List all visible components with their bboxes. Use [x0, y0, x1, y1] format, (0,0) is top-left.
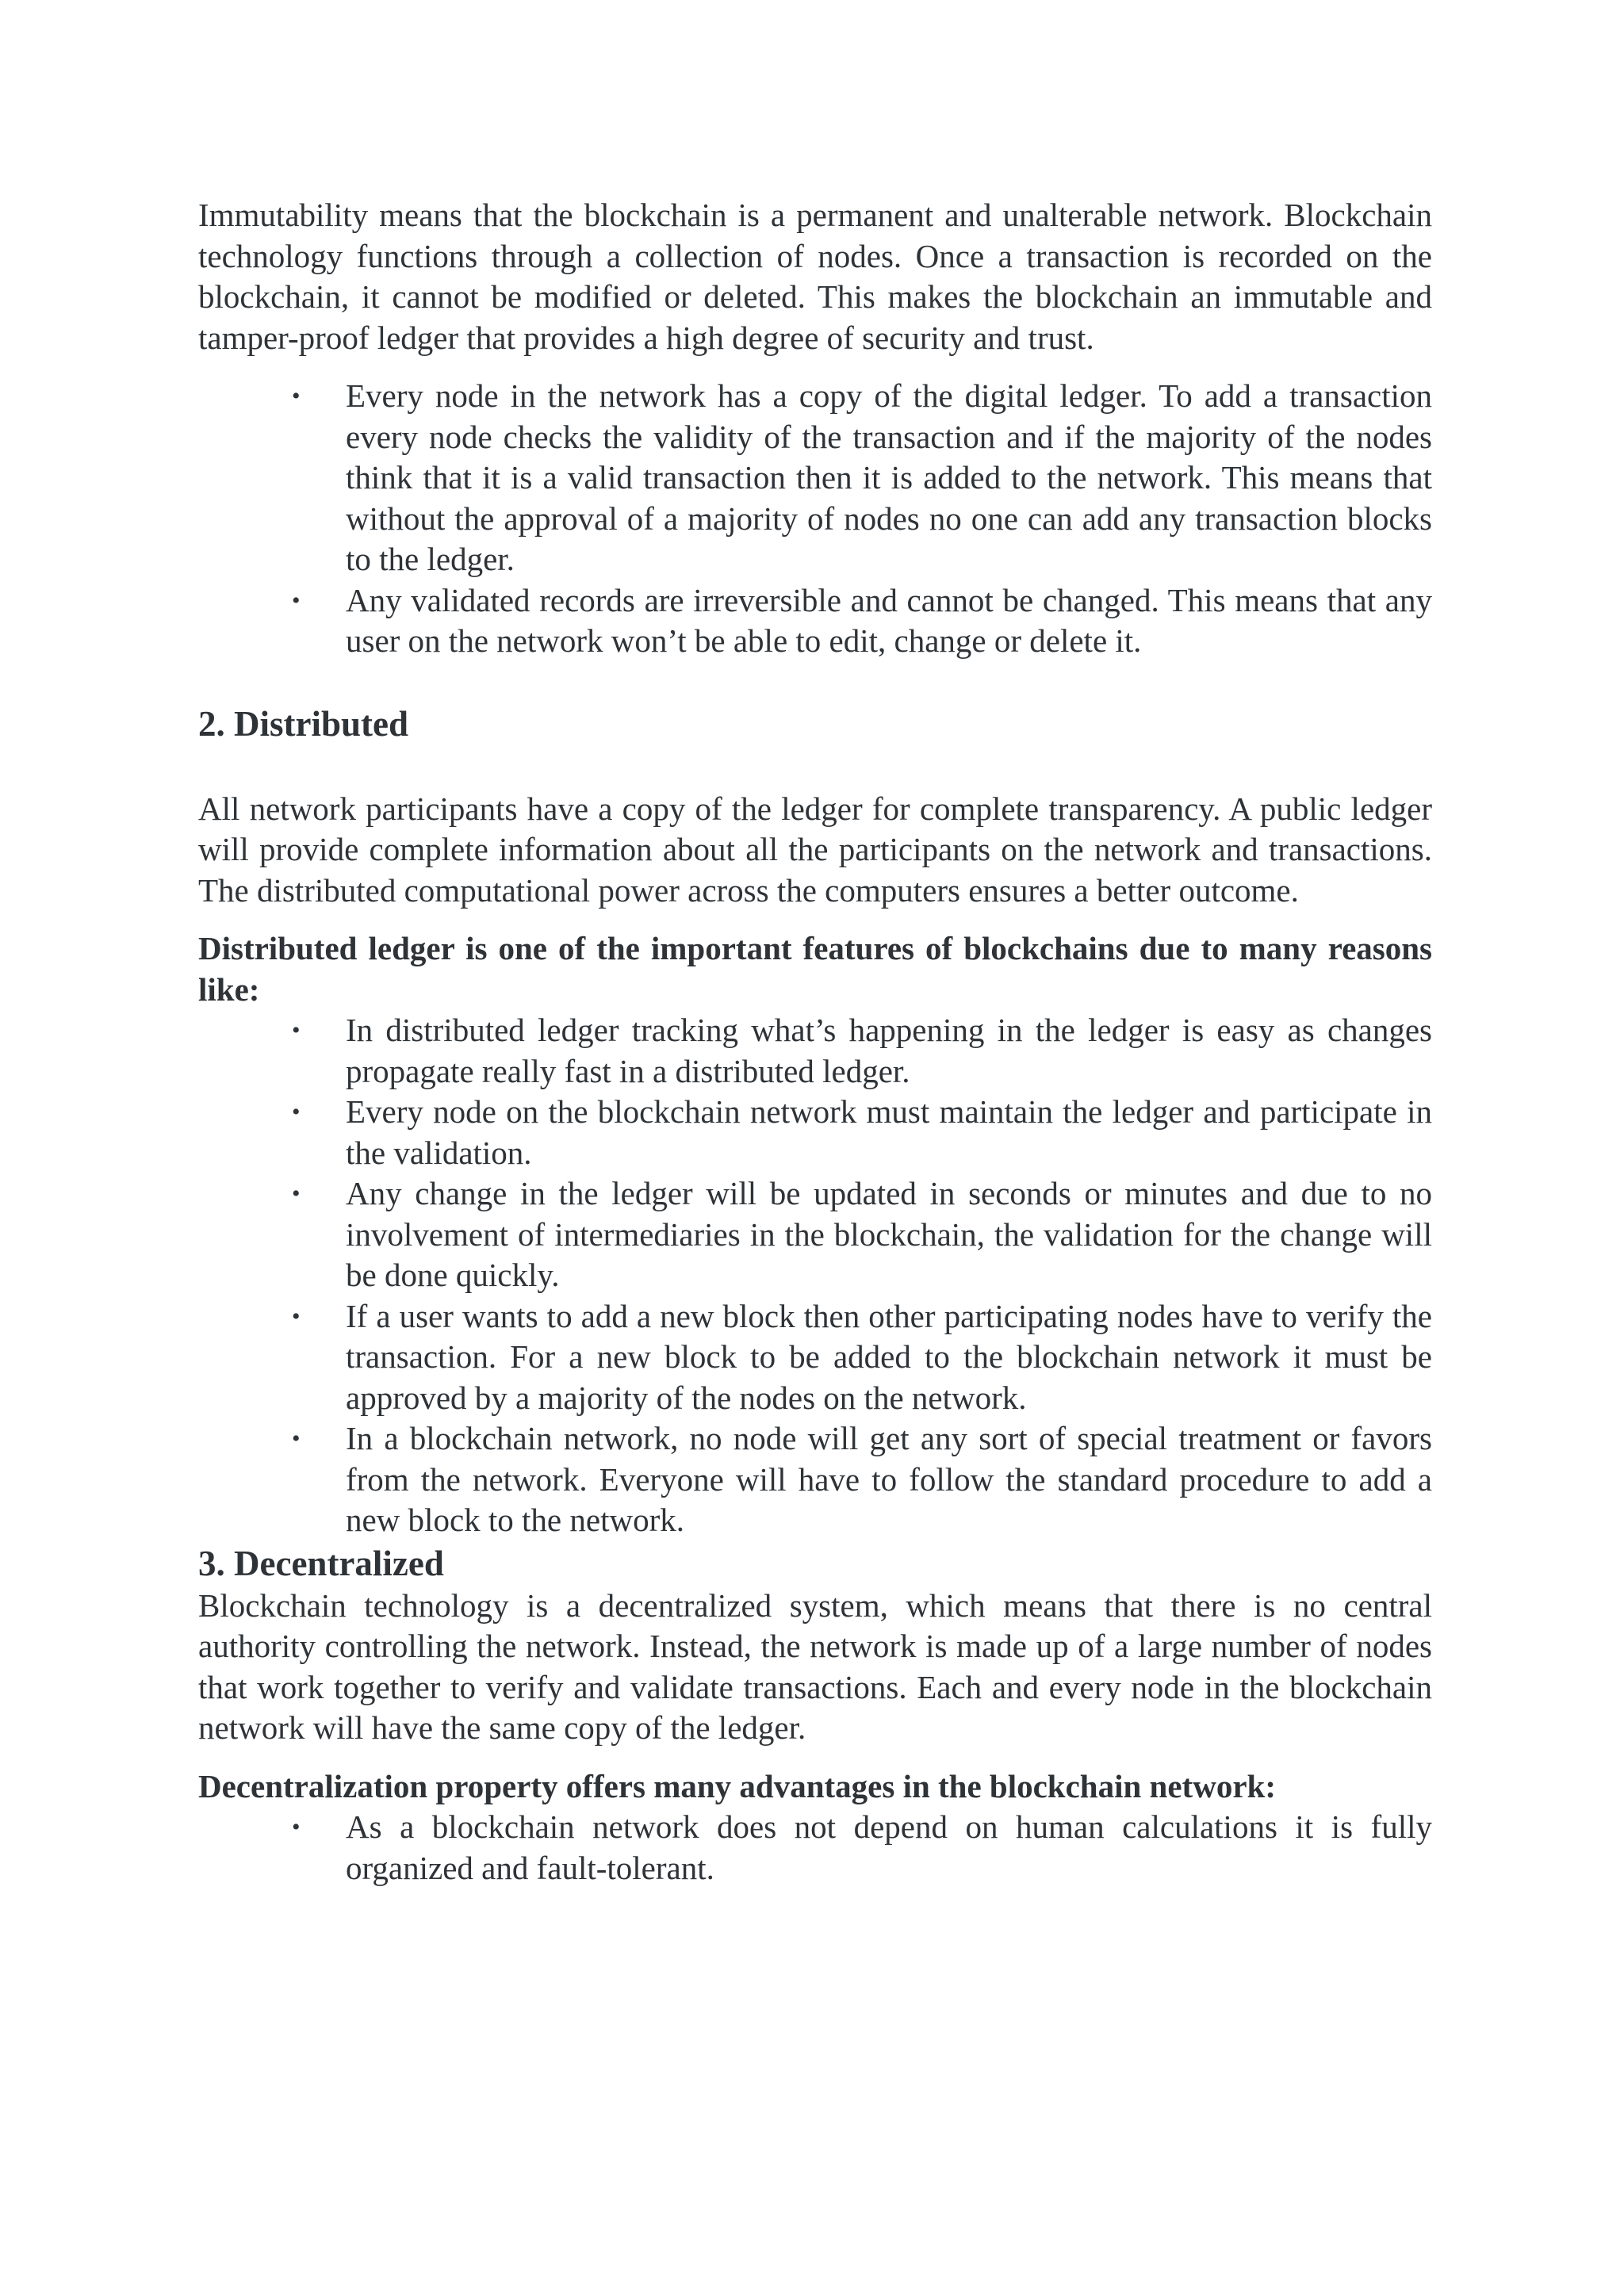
bullet-icon: •	[292, 1017, 301, 1043]
list-item-text: Every node on the blockchain network must maintain the ledger and participate in the validation.	[346, 1093, 1432, 1171]
list-item	[198, 1173, 1432, 1296]
bullet-icon: •	[292, 1099, 301, 1125]
bullet-icon: •	[292, 1303, 301, 1330]
list-item-text: As a blockchain network does not depend on human calculations it is fully organized and fault-tolerant.	[346, 1808, 1432, 1886]
document-body	[198, 195, 1432, 1888]
distributed-bullet-list	[198, 1010, 1432, 1541]
bullet-icon: •	[292, 383, 301, 409]
list-item	[198, 1092, 1432, 1173]
list-item	[198, 376, 1432, 580]
list-item-text: In a blockchain network, no node will get any sort of special treatment or favors from the network. Everyone will have to follow the standard procedure to add a new block to the network.	[346, 1420, 1432, 1538]
intro-bullet-list	[198, 376, 1432, 662]
list-item-text: Any validated records are irreversible and cannot be changed. This means that any user on the network won’t be able to edit, change or delete it.	[346, 581, 1432, 659]
list-item-text: In distributed ledger tracking what’s happening in the ledger is easy as changes propagate really fast in a distributed ledger.	[346, 1012, 1432, 1089]
list-item	[198, 1296, 1432, 1419]
section-title-distributed: 2. Distributed	[198, 703, 409, 744]
bullet-icon: •	[292, 1425, 301, 1452]
section-paragraph-decentralized: Blockchain technology is a decentralized system, which means that there is no central authority controlling the network. Instead, the network is made up of a large number of nodes that work together to verify and validate transactions. Each and every node in the blockchain network will have the same copy of the ledger.	[198, 1586, 1432, 1746]
list-item	[198, 1418, 1432, 1541]
intro-paragraph: Immutability means that the blockchain is a permanent and unalterable network. Blockchain technology functions through a collection of nodes. Once a transaction is recorded on the blockchain, it cannot be modified or deleted. This makes the blockchain an immutable and tamper-proof ledger that provides a high degree of security and trust.	[198, 197, 1432, 356]
list-item-text: Every node in the network has a copy of the digital ledger. To add a transaction every node checks the validity of the transaction and if the majority of the nodes think that it is a valid transaction then it is added to the network. This means that without the approval of a majority of nodes no one can add any transaction blocks to the ledger.	[346, 377, 1432, 577]
section-title-decentralized: 3. Decentralized	[198, 1543, 444, 1583]
decentralized-bullet-list	[198, 1807, 1432, 1888]
list-item	[198, 1807, 1432, 1888]
section-lead-decentralized: Decentralization property offers many advantages in the blockchain network:	[198, 1767, 1276, 1804]
list-item-text: Any change in the ledger will be updated in seconds or minutes and due to no involvement of intermediaries in the blockchain, the validation for the change will be done quickly.	[346, 1175, 1432, 1293]
section-paragraph-distributed: All network participants have a copy of the ledger for complete transparency. A public ledger will provide complete information about all the participants on the network and transactions. The distributed computational power across the computers ensures a better outcome.	[198, 790, 1432, 909]
bullet-icon: •	[292, 1181, 301, 1207]
bullet-icon: •	[292, 1814, 301, 1840]
list-item	[198, 580, 1432, 662]
section-lead-distributed: Distributed ledger is one of the important features of blockchains due to many reasons like:	[198, 930, 1432, 1008]
list-item-text: If a user wants to add a new block then other participating nodes have to verify the transaction. For a new block to be added to the blockchain network it must be approved by a majority of the nodes on the network.	[346, 1297, 1432, 1416]
bullet-icon: •	[292, 587, 301, 614]
list-item	[198, 1010, 1432, 1092]
